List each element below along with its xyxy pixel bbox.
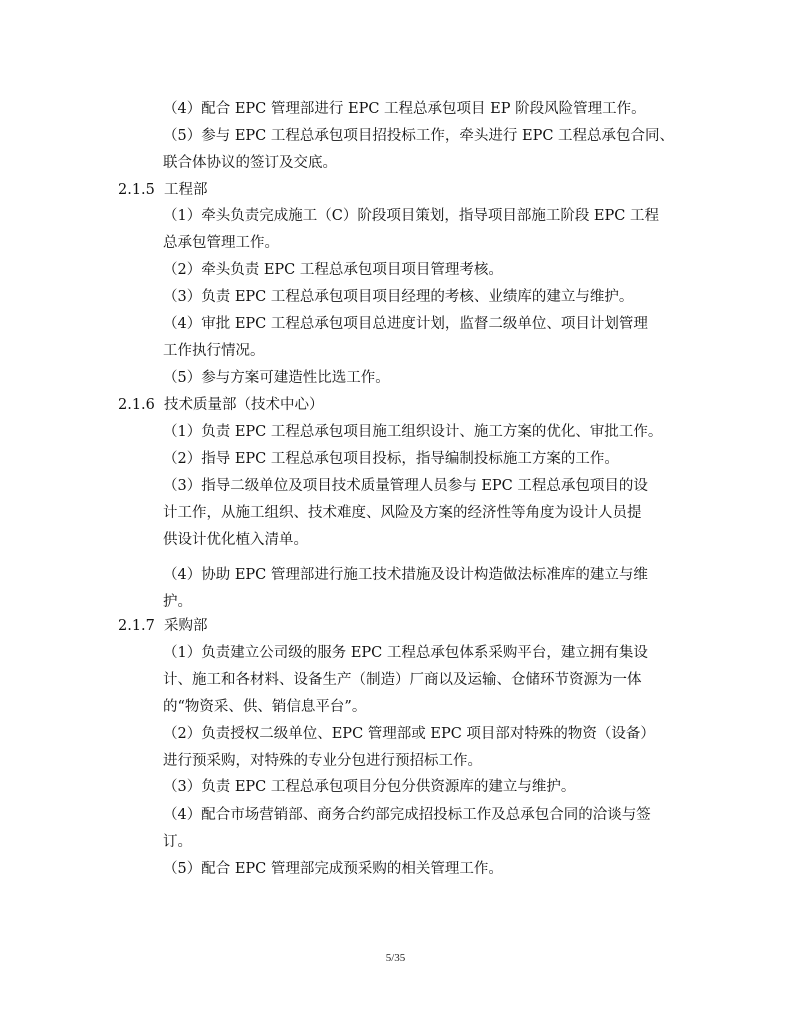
section-heading: [118, 613, 208, 640]
paragraph: [163, 562, 678, 616]
paragraph: [163, 311, 678, 365]
section-title: 技术质量部（技术中心）: [164, 397, 324, 413]
paragraph-line: （2）指导 EPC 工程总承包项目投标，指导编制投标施工方案的工作。: [163, 451, 619, 467]
paragraph-line: 计工作，从施工组织、技术难度、风险及方案的经济性等角度为设计人员提: [163, 505, 642, 521]
paragraph-line: 供设计优化植入清单。: [163, 532, 308, 548]
section-number: 2.1.5: [118, 182, 155, 198]
paragraph-line: （3）负责 EPC 工程总承包项目项目经理的考核、业绩库的建立与维护。: [163, 289, 634, 305]
paragraph-line: （3）指导二级单位及项目技术质量管理人员参与 EPC 工程总承包项目的设: [163, 478, 648, 494]
paragraph-line: 的“物资采、供、销信息平台”。: [163, 699, 367, 715]
section-number: 2.1.7: [118, 618, 155, 634]
section-heading: [118, 177, 208, 204]
paragraph-line: （1）负责 EPC 工程总承包项目施工组织设计、施工方案的优化、审批工作。: [163, 424, 663, 440]
paragraph: [163, 774, 678, 801]
paragraph-line: （5）参与方案可建造性比选工作。: [163, 370, 390, 386]
paragraph: [163, 203, 678, 257]
paragraph-line: （1）牵头负责完成施工（C）阶段项目策划，指导项目部施工阶段 EPC 工程: [163, 208, 659, 224]
paragraph: [163, 419, 678, 446]
section-title: 工程部: [164, 182, 208, 198]
section-number: 2.1.6: [118, 397, 155, 413]
paragraph: [163, 640, 678, 721]
paragraph: [163, 721, 678, 775]
paragraph: [163, 96, 678, 123]
paragraph-line: 进行预采购，对特殊的专业分包进行预招标工作。: [163, 753, 482, 769]
section-title: 采购部: [164, 618, 208, 634]
paragraph-line: （2）牵头负责 EPC 工程总承包项目项目管理考核。: [163, 262, 503, 278]
paragraph-line: 总承包管理工作。: [163, 235, 279, 251]
page-number: 5/35: [385, 952, 406, 964]
paragraph: [163, 257, 678, 284]
paragraph-line: （4）配合市场营销部、商务合约部完成招投标工作及总承包合同的洽谈与签: [163, 807, 651, 823]
paragraph: [163, 123, 678, 177]
paragraph: [163, 856, 678, 883]
paragraph: [163, 446, 678, 473]
paragraph-line: 工作执行情况。: [163, 343, 265, 359]
paragraph-line: 订。: [163, 834, 192, 850]
section-heading: [118, 392, 324, 419]
paragraph-line: （1）负责建立公司级的服务 EPC 工程总承包体系采购平台，建立拥有集设: [163, 645, 648, 661]
paragraph-line: （4）审批 EPC 工程总承包项目总进度计划，监督二级单位、项目计划管理: [163, 316, 648, 332]
paragraph: [163, 284, 678, 311]
paragraph-line: （4）协助 EPC 管理部进行施工技术措施及设计构造做法标准库的建立与维: [163, 567, 648, 583]
paragraph-line: （2）负责授权二级单位、EPC 管理部或 EPC 项目部对特殊的物资（设备）: [163, 726, 655, 742]
paragraph-line: 护。: [163, 594, 192, 610]
paragraph-line: （3）负责 EPC 工程总承包项目分包分供资源库的建立与维护。: [163, 779, 576, 795]
paragraph-line: （4）配合 EPC 管理部进行 EPC 工程总承包项目 EP 阶段风险管理工作。: [163, 101, 646, 117]
paragraph-line: （5）配合 EPC 管理部完成预采购的相关管理工作。: [163, 861, 503, 877]
paragraph-line: 计、施工和各材料、设备生产（制造）厂商以及运输、仓储环节资源为一体: [163, 672, 642, 688]
paragraph: [163, 365, 678, 392]
paragraph-line: （5）参与 EPC 工程总承包项目招投标工作，牵头进行 EPC 工程总承包合同、: [163, 128, 675, 144]
paragraph: [163, 473, 678, 554]
paragraph: [163, 802, 678, 856]
paragraph-line: 联合体协议的签订及交底。: [163, 155, 337, 171]
